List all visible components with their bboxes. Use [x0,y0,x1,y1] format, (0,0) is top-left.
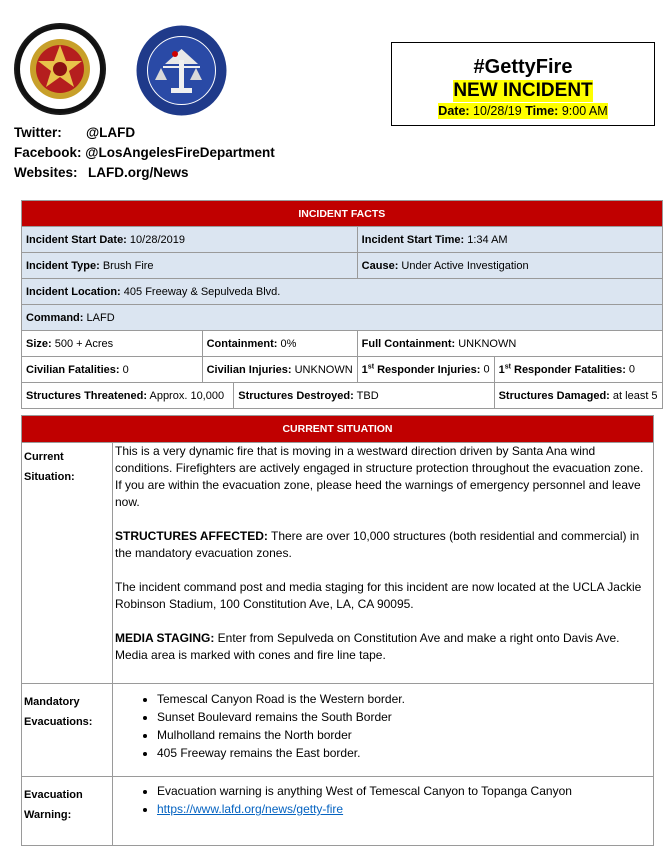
evacuation-warning-label: Evacuation Warning: [22,777,113,846]
contact-websites [14,163,189,183]
contact-twitter [14,123,135,143]
incident-type-cell: Incident Type: Brush Fire [22,253,358,279]
twitter-label: Twitter: [14,125,62,140]
responder-injuries-cell: 1st Responder Injuries: 0 [357,357,494,383]
list-item: • Mulholland remains the North border [157,726,649,744]
incident-facts-table [21,200,663,409]
incident-banner [391,42,655,126]
situation-paragraph-4: MEDIA STAGING: Enter from Sepulveda on Constitution Ave and make a right onto Davis Ave. Media area is marked with cones and fire line tape. [115,631,620,662]
twitter-value[interactable]: @LAFD [86,125,136,140]
civilian-injuries-cell: Civilian Injuries: UNKNOWN [202,357,357,383]
mandatory-evacuations-label: Mandatory Evacuations: [22,684,113,777]
situation-paragraph-1: This is a very dynamic fire that is moving in a westward direction driven by Santa Ana wind conditions. Firefighters are actively engaged in structure protection throughout the evacuation zone. If you are within the evacuation zone, please heed the warnings of emergency personnel and leave now. [115,444,644,509]
hashtag: #GettyFire [473,56,573,78]
incident-facts-header: INCIDENT FACTS [22,201,663,227]
current-situation-label: Current Situation: [22,443,113,684]
banner-datetime: Date: 10/28/19 Time: 9:00 AM [438,104,608,118]
structures-damaged-cell: Structures Damaged: at least 5 [494,383,662,409]
command-cell: Command: LAFD [22,305,663,331]
websites-value[interactable]: LAFD.org/News [88,165,189,180]
list-item: • Evacuation warning is anything West of Temescal Canyon to Topanga Canyon [157,782,649,800]
mandatory-evacuations-body [113,684,654,777]
contact-facebook [14,143,275,163]
size-cell: Size: 500 + Acres [22,331,203,357]
containment-cell: Containment: 0% [202,331,357,357]
justice-seal [135,24,228,117]
evacuation-warning-list [115,782,649,818]
situation-paragraph-3: The incident command post and media staging for this incident are now located at the UCLA Jackie Robinson Stadium, 100 Constitution Ave, LA, CA 90095. [115,580,642,611]
start-time-cell: Incident Start Time: 1:34 AM [357,227,662,253]
start-date-cell: Incident Start Date: 10/28/2019 [22,227,358,253]
current-situation-table [21,415,654,846]
getty-fire-link[interactable]: https://www.lafd.org/news/getty-fire [157,802,344,816]
situation-paragraph-2: STRUCTURES AFFECTED: There are over 10,000 structures (both residential and commercial) in the mandatory evacuation zones. [115,529,640,560]
lafd-seal [14,23,106,115]
cause-cell: Cause: Under Active Investigation [357,253,662,279]
responder-fatalities-cell: 1st Responder Fatalities: 0 [494,357,662,383]
list-item: • Temescal Canyon Road is the Western border. [157,690,649,708]
list-item: • Sunset Boulevard remains the South Border [157,708,649,726]
list-item: • 405 Freeway remains the East border. [157,744,649,762]
structures-destroyed-cell: Structures Destroyed: TBD [234,383,494,409]
mandatory-evacuations-list [115,690,649,762]
new-incident-label: NEW INCIDENT [453,80,593,101]
current-situation-body [113,443,654,684]
current-situation-header: CURRENT SITUATION [22,416,654,443]
facebook-value[interactable]: @LosAngelesFireDepartment [85,145,275,160]
full-containment-cell: Full Containment: UNKNOWN [357,331,662,357]
incident-location-cell: Incident Location: 405 Freeway & Sepulveda Blvd. [22,279,663,305]
list-item [157,800,649,818]
structures-threatened-cell: Structures Threatened: Approx. 10,000 [22,383,234,409]
facebook-label: Facebook: [14,145,82,160]
evacuation-warning-body [113,777,654,846]
civilian-fatalities-cell: Civilian Fatalities: 0 [22,357,203,383]
websites-label: Websites: [14,165,78,180]
